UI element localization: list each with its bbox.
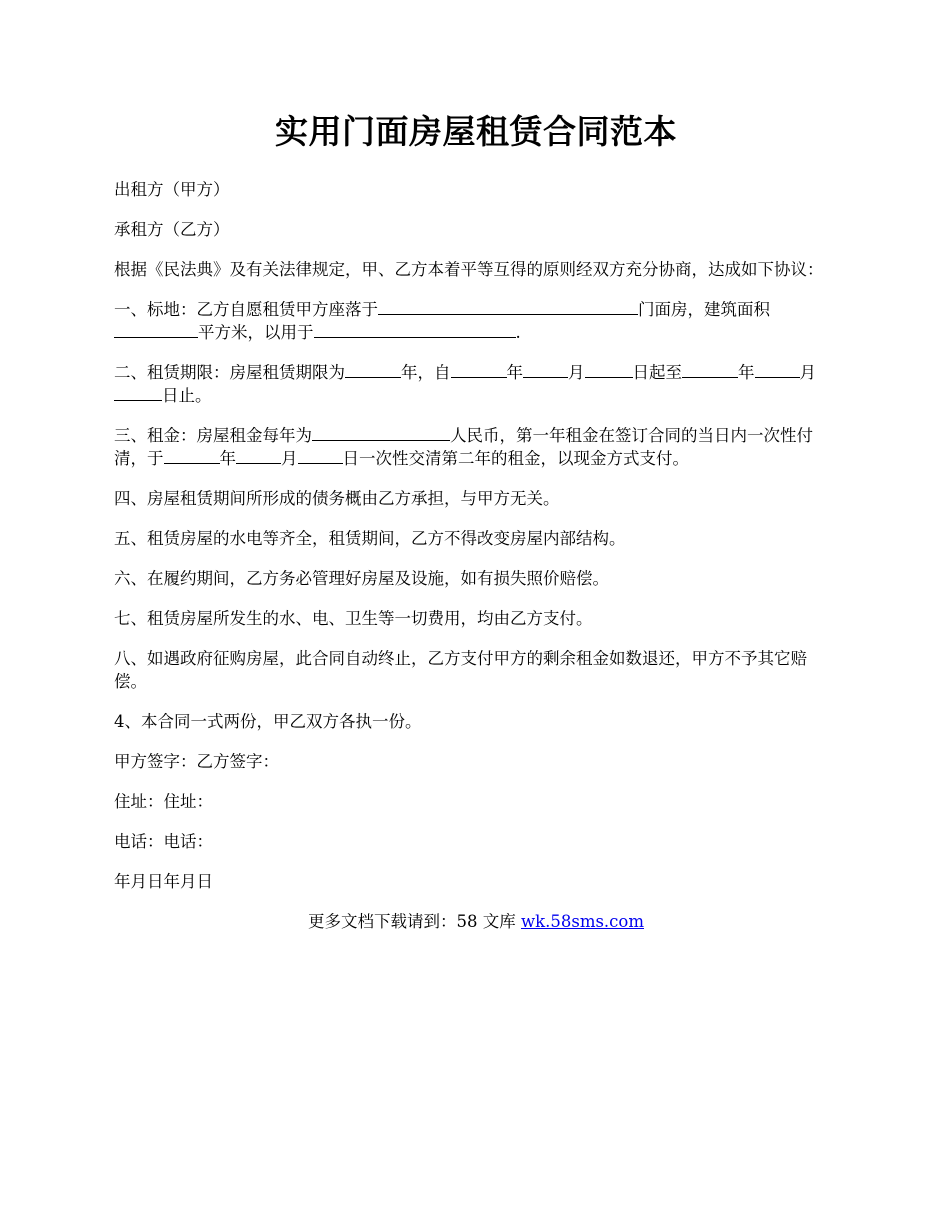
- clause-2-text-c: 年: [506, 363, 523, 382]
- clause-3-text-a: 三、租金：房屋租金每年为: [114, 426, 312, 445]
- clause-1-text-d: .: [515, 323, 521, 342]
- clause-2-text-b: 年，自: [401, 363, 451, 382]
- clause-2-text-g: 月: [799, 363, 816, 382]
- blank-usage: [314, 321, 516, 338]
- clause-3-text-c: 年: [219, 449, 236, 468]
- clause-2-text-a: 二、租赁期限：房屋租赁期限为: [114, 363, 345, 382]
- clause-6: 六、在履约期间，乙方务必管理好房屋及设施，如有损失照价赔偿。: [114, 569, 609, 588]
- blank-term-years: [345, 361, 401, 378]
- blank-pay-month: [236, 447, 281, 464]
- blank-end-month: [755, 361, 800, 378]
- clause-5: 五、租赁房屋的水电等齐全，租赁期间，乙方不得改变房屋内部结构。: [114, 529, 626, 548]
- clause-1-text-b: 门面房，建筑面积: [638, 300, 770, 319]
- clause-2: [114, 361, 838, 407]
- clause-3: [114, 424, 838, 470]
- footer: [114, 910, 838, 933]
- blank-pay-day: [298, 447, 343, 464]
- clause-3-text-b: 人民币，第一年租金在签订合同的当日内一次性付清，于: [114, 426, 813, 468]
- clause-2-text-f: 年: [738, 363, 755, 382]
- clause-2-text-e: 日起至: [632, 363, 682, 382]
- blank-start-month: [523, 361, 568, 378]
- signature-line: 甲方签字：乙方签字：: [114, 752, 279, 771]
- clause-1-text-c: 平方米，以用于: [198, 323, 314, 342]
- blank-end-year: [682, 361, 738, 378]
- footer-link[interactable]: wk.58sms.com: [520, 912, 644, 931]
- blank-area: [114, 321, 198, 338]
- blank-pay-year: [164, 447, 220, 464]
- footer-text: 更多文档下载请到：58 文库: [307, 912, 521, 931]
- intro-paragraph: 根据《民法典》及有关法律规定，甲、乙方本着平等互得的原则经双方充分协商，达成如下协议：: [114, 260, 824, 279]
- phone-line: 电话：电话：: [114, 832, 213, 851]
- lessee-line: 承租方（乙方）: [114, 220, 230, 239]
- clause-9: 4、本合同一式两份，甲乙双方各执一份。: [114, 712, 422, 731]
- clause-8: 八、如遇政府征购房屋，此合同自动终止，乙方支付甲方的剩余租金如数退还，甲方不予其它赔偿。: [114, 649, 807, 691]
- blank-end-day: [114, 384, 162, 401]
- clause-2-text-h: 日止。: [162, 386, 212, 405]
- address-line: 住址：住址：: [114, 792, 213, 811]
- clause-3-text-e: 日一次性交清第二年的租金，以现金方式支付。: [342, 449, 689, 468]
- date-line: 年月日年月日: [114, 872, 213, 891]
- document-title: 实用门面房屋租赁合同范本: [275, 112, 677, 151]
- lessor-line: 出租方（甲方）: [114, 180, 230, 199]
- clause-3-text-d: 月: [281, 449, 298, 468]
- clause-2-text-d: 月: [568, 363, 585, 382]
- blank-start-day: [585, 361, 633, 378]
- blank-location: [378, 298, 638, 315]
- blank-start-year: [451, 361, 507, 378]
- clause-1: [114, 298, 838, 344]
- blank-annual-rent: [312, 424, 450, 441]
- clause-1-text-a: 一、标地：乙方自愿租赁甲方座落于: [114, 300, 378, 319]
- clause-4: 四、房屋租赁期间所形成的债务概由乙方承担，与甲方无关。: [114, 489, 560, 508]
- clause-7: 七、租赁房屋所发生的水、电、卫生等一切费用，均由乙方支付。: [114, 609, 593, 628]
